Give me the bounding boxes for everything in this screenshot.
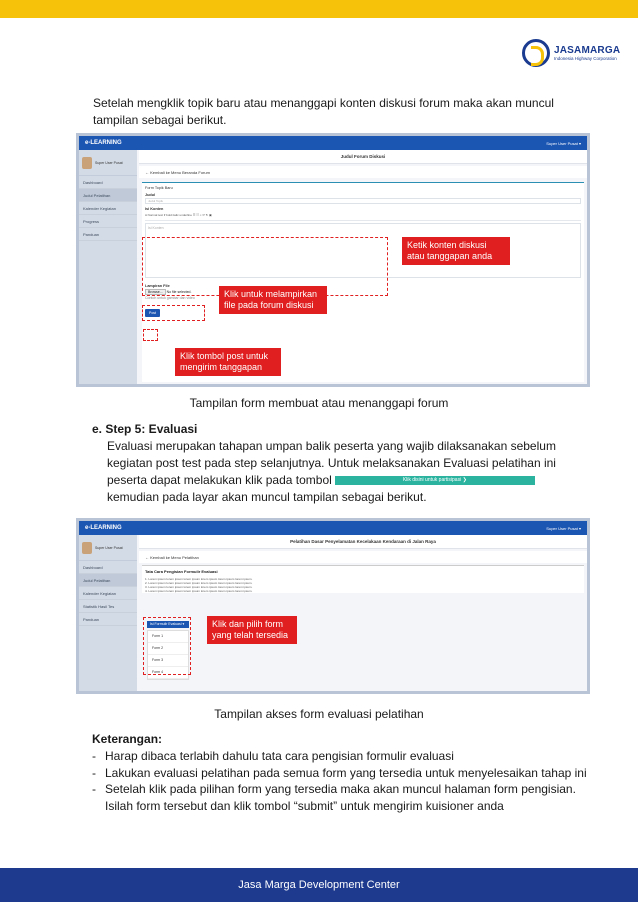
sidebar-item-dashboard: Dashboard: [79, 176, 137, 189]
file-status: No file selected.: [166, 290, 192, 294]
logo-name: JASAMARGA: [554, 45, 621, 56]
sidebar-item-panduan-2: Panduan: [79, 613, 137, 626]
callout-dropdown: Klik dan pilih form yang telah tersedia: [207, 616, 297, 644]
panel-heading: Tata Cara Pengisian Formulir Evaluasi: [145, 569, 218, 574]
step-text-1: Evaluasi merupakan tahapan umpan balik peserta yang wajib dilaksanakan sebelum kegiatan post test pada step selanjutnya. Untuk melaksanakan Evaluasi pelatihan ini peserta dapat melakukan klik pada tombol: [107, 439, 556, 487]
caption-forum-form: Tampilan form membuat atau menanggapi forum: [189, 396, 449, 410]
step-paragraph: [107, 438, 577, 506]
dropdown-highlight: [143, 617, 191, 675]
keterangan-text: Setelah klik pada pilihan form yang tersedia maka akan muncul halaman form pengisian. Isilah form tersebut dan klik tombol “submit” untuk mengirim kuisioner anda: [105, 782, 576, 813]
jasamarga-logo: [522, 36, 622, 70]
file-hint: Contoh untuk gambar dan video: [145, 296, 195, 300]
dropdown-item-form-3: Form 3: [148, 655, 188, 667]
avatar: [82, 157, 92, 169]
app-brand-2: e-LEARNING: [85, 525, 122, 531]
user-menu-2: Super User Pusat ▾: [546, 525, 581, 531]
sidebar-item-kalender-2: Kalender Kegiatan: [79, 587, 137, 600]
keterangan-text: Lakukan evaluasi pelatihan pada semua form yang tersedia untuk menyelesaikan tahap ini: [105, 765, 587, 780]
content-editor: Isi Konten: [145, 223, 581, 278]
profile-name-2: Super User Pusat: [95, 545, 123, 550]
participate-button: Klik disini untuk partisipasi ❯: [335, 476, 535, 485]
evaluation-screenshot: [76, 518, 590, 694]
sidebar-profile: [79, 150, 137, 176]
instruction-item: 2. Lorem ipsum lorem ipsum lorem ipsum lorem ipsum lorem ipsum lorem ipsum.: [145, 581, 253, 585]
list-item: - Lakukan evaluasi pelatihan pada semua form yang tersedia untuk menyelesaikan tahap ini: [92, 765, 587, 780]
app-main-2: [139, 535, 587, 691]
sidebar-profile-2: [79, 535, 137, 561]
dropdown-item-form-4: Form 4: [148, 667, 188, 679]
app-sidebar-2: [79, 535, 137, 691]
page-title-2: Pelatihan Dasar Penyelamatan Kecelakaan Kendaraan di Jalan Raya: [139, 535, 587, 549]
instructions-panel: [142, 565, 584, 593]
sidebar-item-judul-pelatihan: Judul Pelatihan: [79, 189, 137, 202]
list-item: - Setelah klik pada pilihan form yang tersedia maka akan muncul halaman form pengisian. Isilah form tersebut dan klik tombol “submit” untuk mengirim kuisioner anda: [92, 781, 592, 814]
profile-name: Super User Pusat: [95, 160, 123, 165]
back-link: ← Kembali ke Menu Beranda Forum: [139, 166, 587, 178]
sidebar-item-judul-pelatihan-2: Judul Pelatihan: [79, 574, 137, 587]
instruction-item: 1. Lorem ipsum lorem ipsum lorem ipsum lorem ipsum lorem ipsum lorem ipsum.: [145, 577, 253, 581]
post-highlight: [143, 329, 158, 341]
callout-file: Klik untuk melampirkan file pada forum diskusi: [219, 286, 327, 314]
file-highlight: [142, 305, 205, 321]
browse-button: Browse...: [145, 289, 166, 295]
sidebar-item-statistik: Statistik Hasil Tes: [79, 600, 137, 613]
app-sidebar: [79, 150, 137, 384]
intro-paragraph: Setelah mengklik topik baru atau menanggapi konten diskusi forum maka akan muncul tampilan sebagai berikut.: [93, 96, 554, 127]
keterangan-list: [92, 748, 592, 814]
editor-toolbar: A Normal text ▾ bold italic underline ☰ ☷ ⌗ ↺ ↻ ▣: [145, 213, 581, 221]
page-title: Judul Forum Diskusi: [139, 150, 587, 164]
step-heading: e. Step 5: Evaluasi: [92, 422, 198, 436]
dropdown-item-form-2: Form 2: [148, 643, 188, 655]
file-label: Lampiran File: [145, 284, 170, 288]
callout-post: Klik tombol post untuk mengirim tanggapan: [175, 348, 281, 376]
footer: Jasa Marga Development Center: [0, 868, 638, 902]
instruction-item: 4. Lorem ipsum lorem ipsum lorem ipsum lorem ipsum lorem ipsum lorem ipsum.: [145, 589, 253, 593]
top-accent-bar: [0, 0, 638, 18]
app-header: [79, 136, 587, 150]
sidebar-item-kalender: Kalender Kegiatan: [79, 202, 137, 215]
caption-evaluation: Tampilan akses form evaluasi pelatihan: [214, 707, 424, 721]
keterangan-text: Harap dibaca terlabih dahulu tata cara pengisian formulir evaluasi: [105, 749, 454, 763]
back-link-label-2: Kembali ke Menu Pelatihan: [150, 555, 199, 560]
sidebar-item-panduan: Panduan: [79, 228, 137, 241]
form-heading: Form Topik Baru: [145, 186, 173, 190]
list-item: - Harap dibaca terlabih dahulu tata cara pengisian formulir evaluasi: [92, 749, 454, 763]
keterangan-heading: Keterangan:: [92, 732, 163, 746]
forum-form-screenshot: [76, 133, 590, 387]
instruction-item: 3. Lorem ipsum lorem ipsum lorem ipsum lorem ipsum lorem ipsum lorem ipsum.: [145, 585, 253, 589]
callout-content: Ketik konten diskusi atau tanggapan anda: [402, 237, 510, 265]
evaluation-dropdown-button: Isi Formulir Evaluasi ▾: [147, 621, 189, 628]
sidebar-item-progress: Progress: [79, 215, 137, 228]
back-link-2: ← Kembali ke Menu Pelatihan: [139, 551, 587, 563]
logo-subtitle: Indonesia Highway Corporation: [554, 56, 617, 61]
app-header-2: [79, 521, 587, 535]
avatar-2: [82, 542, 92, 554]
user-menu: Super User Pusat ▾: [546, 140, 581, 146]
jasamarga-logo-mark: [522, 39, 550, 67]
judul-input: Judul Topik: [145, 198, 581, 204]
isi-label: Isi Konten: [145, 207, 164, 211]
judul-label: Judul: [145, 193, 156, 197]
app-brand: e-LEARNING: [85, 140, 122, 146]
sidebar-item-dashboard-2: Dashboard: [79, 561, 137, 574]
dropdown-item-form-1: Form 1: [148, 631, 188, 643]
back-link-label: Kembali ke Menu Beranda Forum: [150, 170, 210, 175]
post-button: Post: [145, 309, 160, 317]
step-text-2: kemudian pada layar akan muncul tampilan sebagai berikut.: [107, 490, 427, 504]
